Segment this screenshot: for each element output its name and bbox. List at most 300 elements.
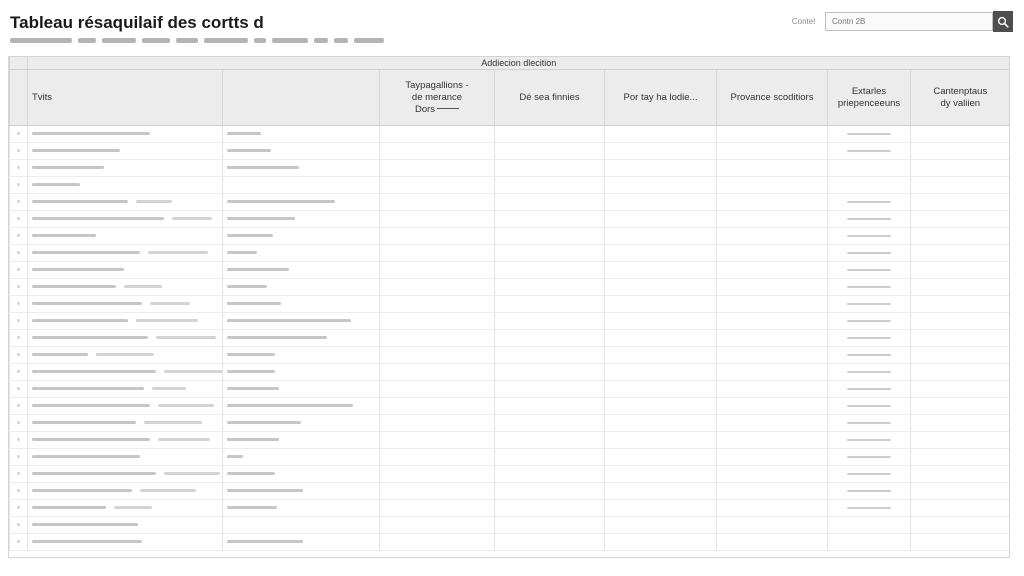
payment-cell bbox=[605, 415, 717, 432]
blurred-text bbox=[32, 404, 150, 407]
blurred-text bbox=[847, 388, 891, 390]
validation-cell bbox=[911, 313, 1010, 330]
blurred-text bbox=[227, 200, 335, 203]
subtitle-fragment bbox=[314, 38, 328, 43]
item-cell bbox=[28, 160, 223, 177]
detail-cell bbox=[223, 415, 380, 432]
blurred-text bbox=[227, 336, 327, 339]
typology-cell bbox=[380, 381, 495, 398]
table-row[interactable] bbox=[10, 364, 1010, 381]
table-row[interactable] bbox=[10, 126, 1010, 143]
column-header-typologies-line3: Dors bbox=[414, 103, 436, 115]
detail-cell bbox=[223, 194, 380, 211]
blurred-text bbox=[227, 234, 273, 237]
finances-cell bbox=[495, 143, 605, 160]
province-cell bbox=[717, 330, 828, 347]
subtitle-fragment bbox=[354, 38, 384, 43]
row-number-cell bbox=[10, 177, 28, 194]
blurred-text bbox=[847, 320, 891, 322]
externals-cell bbox=[828, 398, 911, 415]
province-cell bbox=[717, 500, 828, 517]
validation-cell bbox=[911, 296, 1010, 313]
table-row[interactable] bbox=[10, 432, 1010, 449]
province-cell bbox=[717, 177, 828, 194]
subtitle-fragment bbox=[142, 38, 170, 43]
row-number-cell bbox=[10, 245, 28, 262]
validation-cell bbox=[911, 143, 1010, 160]
blurred-text bbox=[32, 472, 156, 475]
externals-cell bbox=[828, 347, 911, 364]
province-cell bbox=[717, 432, 828, 449]
blurred-text bbox=[32, 489, 132, 492]
blurred-text bbox=[227, 149, 271, 152]
externals-cell bbox=[828, 330, 911, 347]
table-row[interactable] bbox=[10, 449, 1010, 466]
detail-cell bbox=[223, 211, 380, 228]
blurred-text bbox=[32, 336, 148, 339]
table-row[interactable] bbox=[10, 211, 1010, 228]
table-row[interactable] bbox=[10, 330, 1010, 347]
externals-cell bbox=[828, 160, 911, 177]
column-header-validation-line1: Cantenptaus bbox=[933, 85, 988, 97]
group-header-spacer bbox=[10, 57, 28, 70]
item-cell bbox=[28, 330, 223, 347]
validation-cell bbox=[911, 466, 1010, 483]
blurred-text bbox=[32, 370, 156, 373]
row-number-cell bbox=[10, 466, 28, 483]
typology-cell bbox=[380, 313, 495, 330]
typology-cell bbox=[380, 330, 495, 347]
subtitle-fragment bbox=[78, 38, 96, 43]
typology-cell bbox=[380, 483, 495, 500]
table-row[interactable] bbox=[10, 160, 1010, 177]
table-row[interactable] bbox=[10, 177, 1010, 194]
row-number bbox=[17, 370, 20, 373]
finances-cell bbox=[495, 160, 605, 177]
row-number-cell bbox=[10, 313, 28, 330]
column-header-externals-line2: priepenceeuns bbox=[837, 97, 901, 109]
subtitle-fragment bbox=[10, 38, 72, 43]
blurred-text bbox=[172, 217, 212, 220]
finances-cell bbox=[495, 245, 605, 262]
blurred-text bbox=[32, 234, 96, 237]
validation-cell bbox=[911, 483, 1010, 500]
row-number bbox=[17, 234, 20, 237]
blurred-text bbox=[847, 269, 891, 271]
row-number-cell bbox=[10, 143, 28, 160]
validation-cell bbox=[911, 245, 1010, 262]
province-cell bbox=[717, 517, 828, 534]
column-header-typologies[interactable] bbox=[380, 70, 495, 126]
typology-cell bbox=[380, 245, 495, 262]
row-number-cell bbox=[10, 126, 28, 143]
table-row[interactable] bbox=[10, 534, 1010, 551]
row-number bbox=[17, 285, 20, 288]
item-cell bbox=[28, 126, 223, 143]
typology-cell bbox=[380, 415, 495, 432]
validation-cell bbox=[911, 432, 1010, 449]
blurred-text bbox=[164, 370, 223, 373]
province-cell bbox=[717, 381, 828, 398]
row-number bbox=[17, 455, 20, 458]
item-cell bbox=[28, 262, 223, 279]
province-cell bbox=[717, 483, 828, 500]
blurred-text bbox=[227, 268, 289, 271]
externals-cell bbox=[828, 517, 911, 534]
payment-cell bbox=[605, 466, 717, 483]
row-number bbox=[17, 353, 20, 356]
typology-cell bbox=[380, 194, 495, 211]
table-row[interactable] bbox=[10, 313, 1010, 330]
blurred-text bbox=[32, 217, 164, 220]
blurred-text bbox=[32, 387, 144, 390]
typology-cell bbox=[380, 296, 495, 313]
item-cell bbox=[28, 432, 223, 449]
item-cell bbox=[28, 364, 223, 381]
externals-cell bbox=[828, 296, 911, 313]
table-row[interactable] bbox=[10, 500, 1010, 517]
typology-cell bbox=[380, 500, 495, 517]
finances-cell bbox=[495, 330, 605, 347]
payment-cell bbox=[605, 364, 717, 381]
table-row[interactable] bbox=[10, 245, 1010, 262]
table-row[interactable] bbox=[10, 517, 1010, 534]
externals-cell bbox=[828, 126, 911, 143]
item-cell bbox=[28, 483, 223, 500]
payment-cell bbox=[605, 330, 717, 347]
subtitle-fragment bbox=[102, 38, 136, 43]
blurred-text bbox=[227, 370, 275, 373]
blurred-text bbox=[847, 218, 891, 220]
validation-cell bbox=[911, 364, 1010, 381]
blurred-text bbox=[32, 200, 128, 203]
blurred-text bbox=[847, 405, 891, 407]
item-cell bbox=[28, 211, 223, 228]
blurred-text bbox=[148, 251, 208, 254]
blurred-text bbox=[847, 473, 891, 475]
item-cell bbox=[28, 347, 223, 364]
item-cell bbox=[28, 228, 223, 245]
row-number-cell bbox=[10, 483, 28, 500]
summary-table bbox=[9, 57, 1010, 551]
summary-table-container bbox=[8, 56, 1010, 558]
finances-cell bbox=[495, 347, 605, 364]
blurred-text bbox=[32, 132, 150, 135]
payment-cell bbox=[605, 160, 717, 177]
item-cell bbox=[28, 194, 223, 211]
payment-cell bbox=[605, 432, 717, 449]
column-header-externals[interactable] bbox=[828, 70, 911, 126]
row-number bbox=[17, 540, 20, 543]
typology-cell bbox=[380, 143, 495, 160]
finances-cell bbox=[495, 500, 605, 517]
blurred-text bbox=[32, 149, 120, 152]
detail-cell bbox=[223, 296, 380, 313]
finances-cell bbox=[495, 534, 605, 551]
table-row[interactable] bbox=[10, 262, 1010, 279]
detail-cell bbox=[223, 432, 380, 449]
validation-cell bbox=[911, 398, 1010, 415]
row-number bbox=[17, 404, 20, 407]
validation-cell bbox=[911, 211, 1010, 228]
typology-cell bbox=[380, 177, 495, 194]
validation-cell bbox=[911, 279, 1010, 296]
blurred-text bbox=[847, 337, 891, 339]
item-cell bbox=[28, 296, 223, 313]
item-cell bbox=[28, 534, 223, 551]
subtitle-fragment bbox=[334, 38, 348, 43]
province-cell bbox=[717, 347, 828, 364]
detail-cell bbox=[223, 228, 380, 245]
typology-cell bbox=[380, 449, 495, 466]
validation-cell bbox=[911, 177, 1010, 194]
row-number bbox=[17, 523, 20, 526]
table-body bbox=[10, 126, 1010, 551]
table-row[interactable] bbox=[10, 228, 1010, 245]
row-number-cell bbox=[10, 211, 28, 228]
column-header-details[interactable] bbox=[223, 70, 380, 126]
row-number-cell bbox=[10, 347, 28, 364]
table-row[interactable] bbox=[10, 347, 1010, 364]
row-number-cell bbox=[10, 500, 28, 517]
province-cell bbox=[717, 398, 828, 415]
search-area bbox=[792, 11, 1013, 32]
blurred-text bbox=[847, 490, 891, 492]
blurred-text bbox=[227, 438, 279, 441]
row-number bbox=[17, 319, 20, 322]
externals-cell bbox=[828, 415, 911, 432]
detail-cell bbox=[223, 483, 380, 500]
row-number bbox=[17, 251, 20, 254]
row-number-cell bbox=[10, 262, 28, 279]
typology-cell bbox=[380, 262, 495, 279]
payment-cell bbox=[605, 143, 717, 160]
province-cell bbox=[717, 245, 828, 262]
province-cell bbox=[717, 262, 828, 279]
row-number bbox=[17, 217, 20, 220]
subtitle-fragment bbox=[176, 38, 198, 43]
externals-cell bbox=[828, 177, 911, 194]
finances-cell bbox=[495, 194, 605, 211]
detail-cell bbox=[223, 143, 380, 160]
row-number bbox=[17, 149, 20, 152]
blurred-text bbox=[227, 166, 299, 169]
blurred-text bbox=[32, 183, 80, 186]
externals-cell bbox=[828, 534, 911, 551]
province-cell bbox=[717, 228, 828, 245]
blurred-text bbox=[32, 455, 140, 458]
column-header-typologies-line2: de merance bbox=[411, 91, 463, 103]
validation-cell bbox=[911, 330, 1010, 347]
blurred-text bbox=[32, 268, 124, 271]
detail-cell bbox=[223, 126, 380, 143]
group-header: Addiecion dlecition bbox=[28, 57, 1010, 70]
validation-cell bbox=[911, 500, 1010, 517]
payment-cell bbox=[605, 534, 717, 551]
typology-cell bbox=[380, 466, 495, 483]
blurred-text bbox=[140, 489, 196, 492]
blurred-text bbox=[847, 133, 891, 135]
typology-cell bbox=[380, 228, 495, 245]
finances-cell bbox=[495, 313, 605, 330]
finances-cell bbox=[495, 211, 605, 228]
column-header-province-conditions[interactable]: Provance scoditiors bbox=[717, 70, 828, 126]
table-row[interactable] bbox=[10, 483, 1010, 500]
blurred-text bbox=[227, 285, 267, 288]
payment-cell bbox=[605, 296, 717, 313]
row-number bbox=[17, 489, 20, 492]
blurred-text bbox=[144, 421, 202, 424]
validation-cell bbox=[911, 160, 1010, 177]
blurred-text bbox=[124, 285, 162, 288]
blurred-text bbox=[847, 150, 891, 152]
validation-cell bbox=[911, 381, 1010, 398]
validation-cell bbox=[911, 534, 1010, 551]
row-number bbox=[17, 336, 20, 339]
blurred-text bbox=[32, 506, 106, 509]
validation-cell bbox=[911, 347, 1010, 364]
row-number bbox=[17, 166, 20, 169]
detail-cell bbox=[223, 449, 380, 466]
finances-cell bbox=[495, 177, 605, 194]
blurred-text bbox=[847, 201, 891, 203]
table-row[interactable] bbox=[10, 415, 1010, 432]
search-button[interactable] bbox=[993, 11, 1013, 32]
payment-cell bbox=[605, 347, 717, 364]
payment-cell bbox=[605, 398, 717, 415]
detail-cell bbox=[223, 398, 380, 415]
typology-cell bbox=[380, 160, 495, 177]
blurred-text bbox=[847, 235, 891, 237]
typology-cell bbox=[380, 517, 495, 534]
province-cell bbox=[717, 160, 828, 177]
item-cell bbox=[28, 245, 223, 262]
province-cell bbox=[717, 313, 828, 330]
row-number bbox=[17, 183, 20, 186]
finances-cell bbox=[495, 228, 605, 245]
table-row[interactable] bbox=[10, 194, 1010, 211]
page-subtitle bbox=[10, 38, 384, 43]
group-header-row bbox=[10, 57, 1010, 70]
externals-cell bbox=[828, 194, 911, 211]
detail-cell bbox=[223, 381, 380, 398]
typology-cell bbox=[380, 126, 495, 143]
row-number bbox=[17, 132, 20, 135]
blurred-text bbox=[227, 489, 303, 492]
externals-cell bbox=[828, 432, 911, 449]
payment-cell bbox=[605, 126, 717, 143]
blurred-text bbox=[227, 217, 295, 220]
table-row[interactable] bbox=[10, 398, 1010, 415]
table-row[interactable] bbox=[10, 143, 1010, 160]
column-header-items[interactable]: Tvits bbox=[28, 70, 223, 126]
finances-cell bbox=[495, 296, 605, 313]
table-row[interactable] bbox=[10, 296, 1010, 313]
row-number bbox=[17, 302, 20, 305]
row-number bbox=[17, 387, 20, 390]
column-header-payment[interactable]: Por tay ha lodie... bbox=[605, 70, 717, 126]
externals-cell bbox=[828, 245, 911, 262]
province-cell bbox=[717, 415, 828, 432]
externals-cell bbox=[828, 381, 911, 398]
finances-cell bbox=[495, 262, 605, 279]
detail-cell bbox=[223, 262, 380, 279]
item-cell bbox=[28, 466, 223, 483]
blurred-text bbox=[164, 472, 220, 475]
blurred-text bbox=[847, 456, 891, 458]
row-number-header bbox=[10, 70, 28, 126]
blurred-text bbox=[227, 387, 279, 390]
externals-cell bbox=[828, 483, 911, 500]
payment-cell bbox=[605, 245, 717, 262]
payment-cell bbox=[605, 177, 717, 194]
typology-cell bbox=[380, 398, 495, 415]
province-cell bbox=[717, 211, 828, 228]
subtitle-fragment bbox=[272, 38, 308, 43]
column-header-typologies-line1: Taypagallions - bbox=[405, 79, 469, 91]
blurred-text bbox=[156, 336, 216, 339]
detail-cell bbox=[223, 500, 380, 517]
detail-cell bbox=[223, 279, 380, 296]
item-cell bbox=[28, 517, 223, 534]
column-header-finances[interactable]: Dé sea finnies bbox=[495, 70, 605, 126]
blurred-text bbox=[227, 353, 275, 356]
column-header-validation-line2: dy valiien bbox=[940, 97, 981, 109]
row-number bbox=[17, 268, 20, 271]
row-number bbox=[17, 421, 20, 424]
blurred-text bbox=[847, 422, 891, 424]
finances-cell bbox=[495, 466, 605, 483]
externals-cell bbox=[828, 449, 911, 466]
table-row[interactable] bbox=[10, 466, 1010, 483]
item-cell bbox=[28, 449, 223, 466]
detail-cell bbox=[223, 313, 380, 330]
externals-cell bbox=[828, 313, 911, 330]
blurred-text bbox=[136, 319, 198, 322]
search-icon bbox=[997, 16, 1009, 28]
blurred-text bbox=[150, 302, 190, 305]
province-cell bbox=[717, 364, 828, 381]
validation-cell bbox=[911, 415, 1010, 432]
row-number-cell bbox=[10, 398, 28, 415]
row-number-cell bbox=[10, 279, 28, 296]
row-number-cell bbox=[10, 517, 28, 534]
validation-cell bbox=[911, 126, 1010, 143]
row-number-cell bbox=[10, 381, 28, 398]
finances-cell bbox=[495, 364, 605, 381]
externals-cell bbox=[828, 279, 911, 296]
row-number-cell bbox=[10, 415, 28, 432]
blurred-text bbox=[152, 387, 186, 390]
blurred-text bbox=[847, 371, 891, 373]
province-cell bbox=[717, 126, 828, 143]
finances-cell bbox=[495, 432, 605, 449]
table-row[interactable] bbox=[10, 381, 1010, 398]
table-row[interactable] bbox=[10, 279, 1010, 296]
row-number-cell bbox=[10, 228, 28, 245]
column-header-validation[interactable] bbox=[911, 70, 1010, 126]
item-cell bbox=[28, 381, 223, 398]
search-input[interactable] bbox=[825, 12, 993, 31]
row-number-cell bbox=[10, 432, 28, 449]
payment-cell bbox=[605, 313, 717, 330]
typology-cell bbox=[380, 432, 495, 449]
item-cell bbox=[28, 279, 223, 296]
province-cell bbox=[717, 534, 828, 551]
blurred-text bbox=[227, 302, 281, 305]
blurred-text bbox=[32, 166, 104, 169]
province-cell bbox=[717, 194, 828, 211]
